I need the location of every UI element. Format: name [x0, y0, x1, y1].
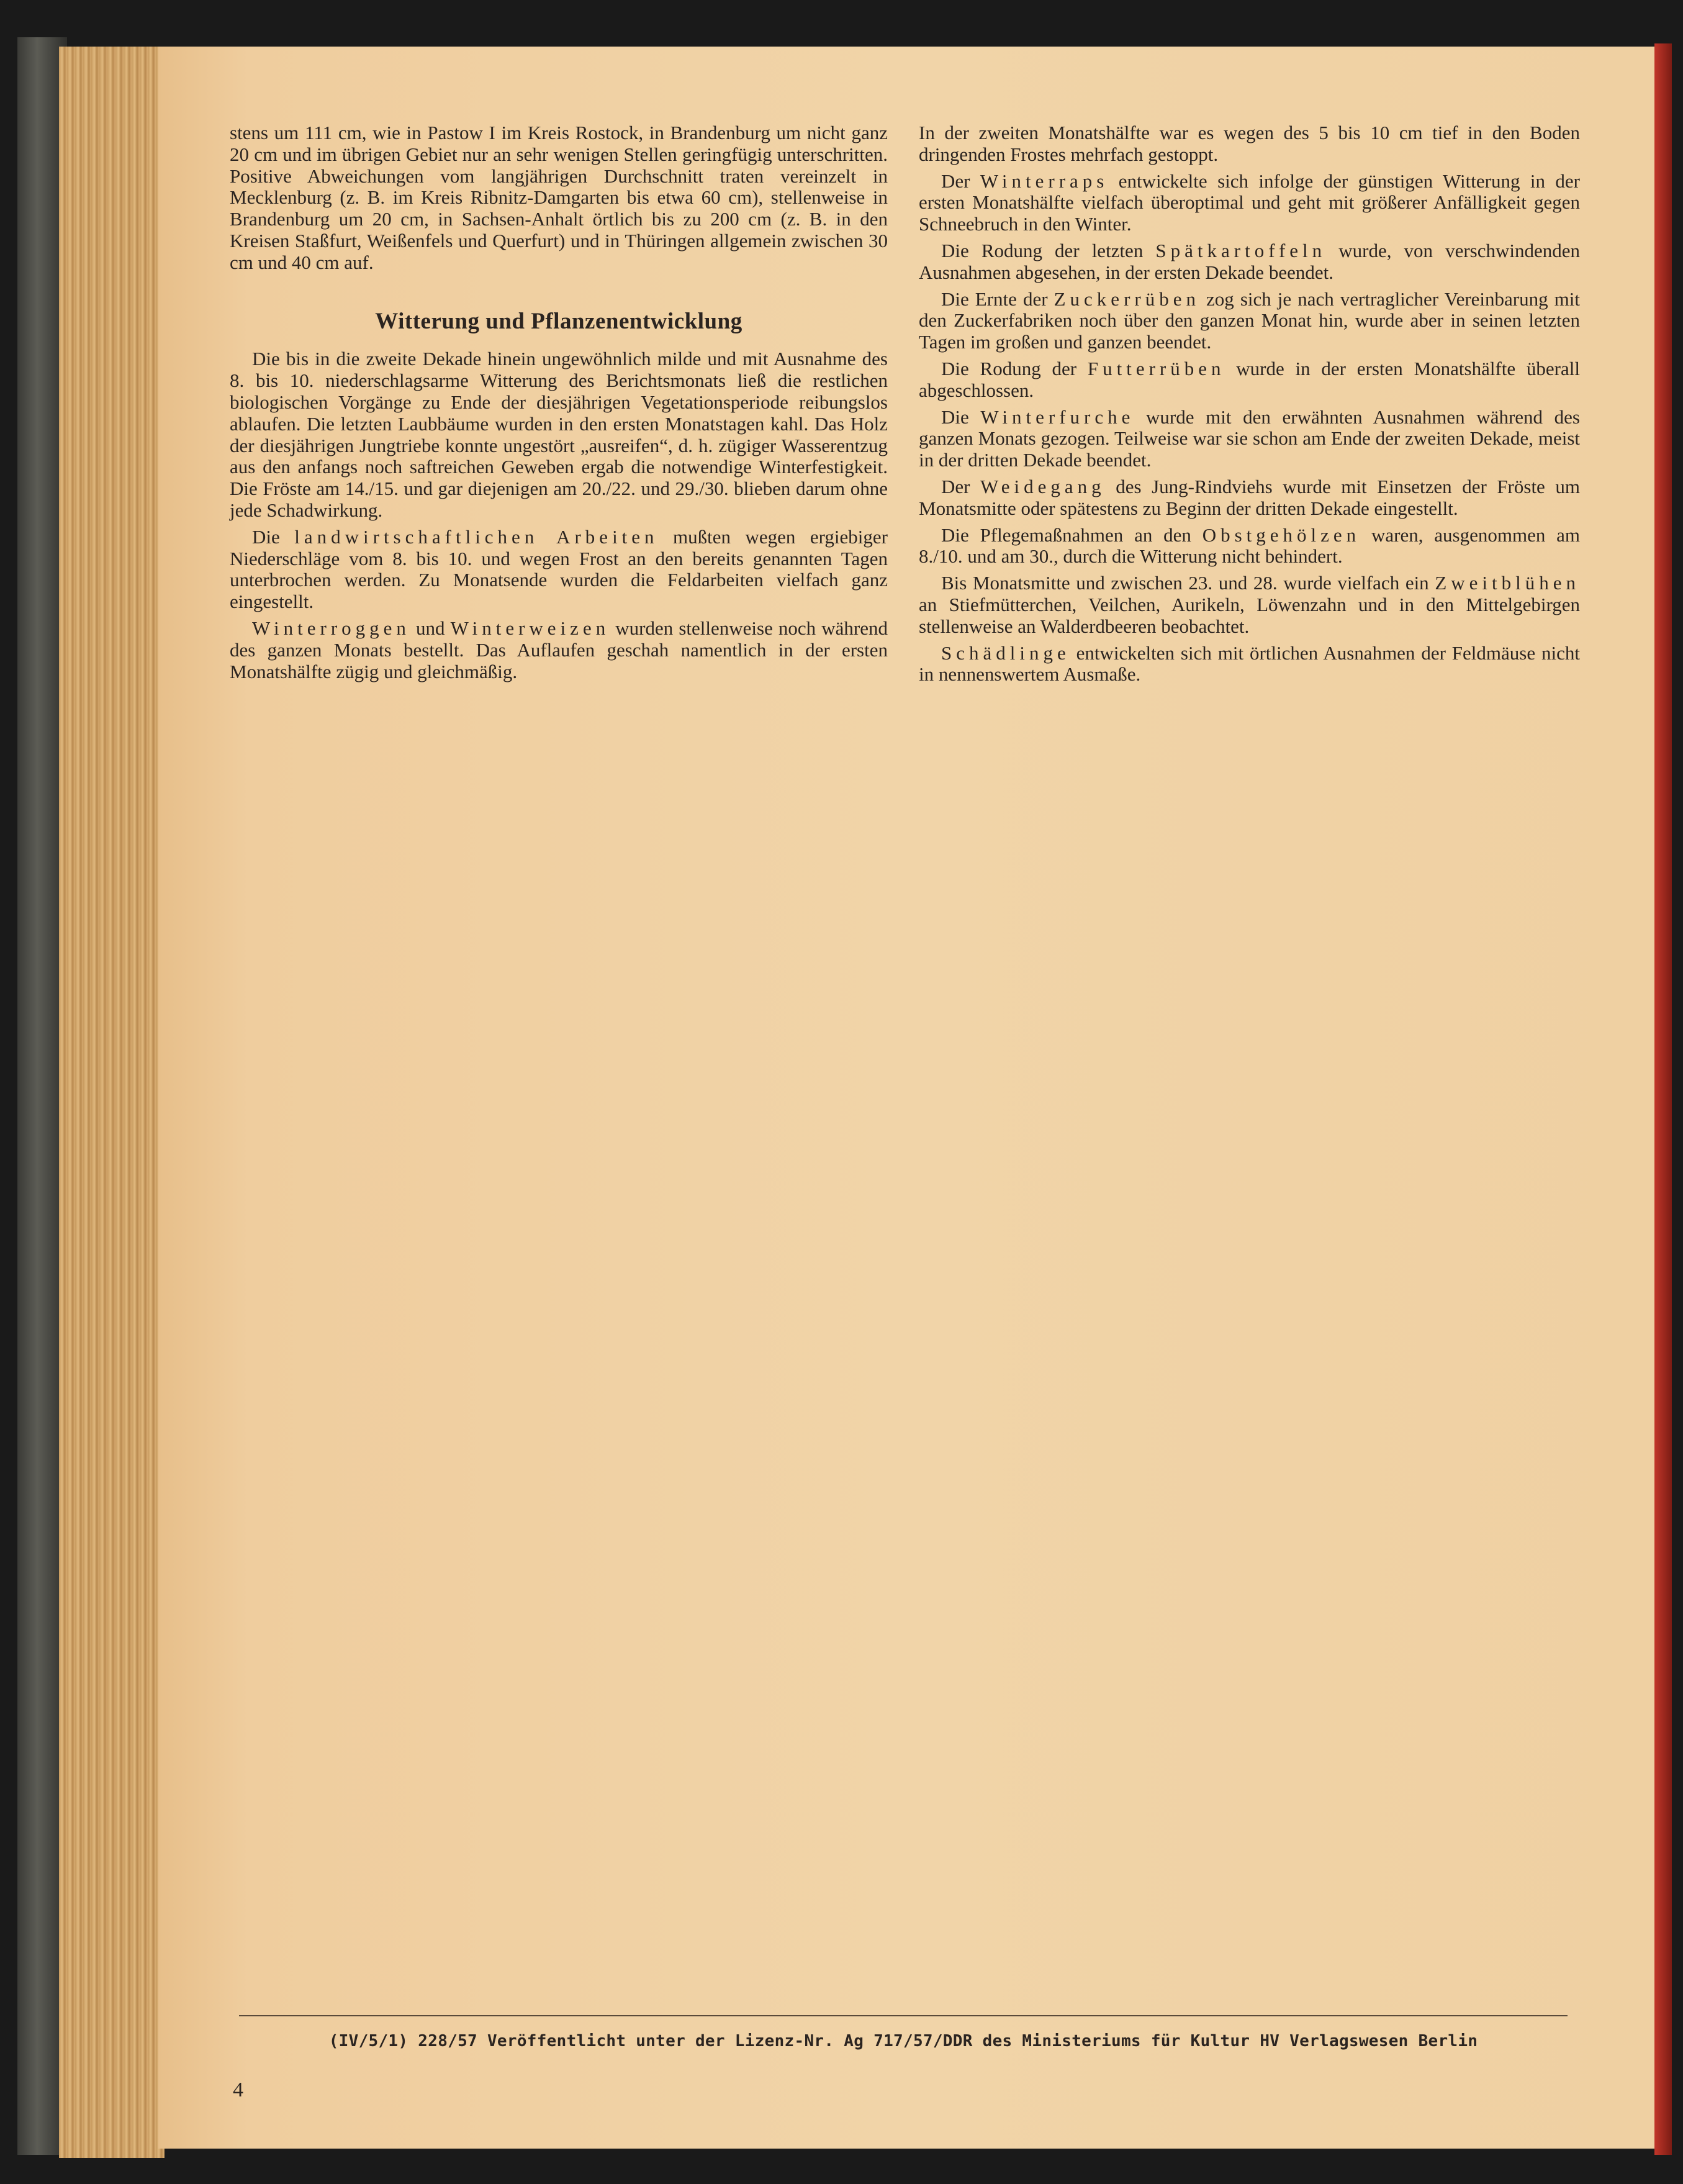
publication-imprint: (IV/5/1) 228/57 Veröffentlicht unter der Lizenz-Nr. Ag 717/57/DDR des Ministeriums für Kultur HV Verlagswesen Berlin	[328, 2032, 1478, 2050]
text-run: des Jung-Rindviehs wurde mit Einsetzen der Fröste um Monatsmitte oder spätestens zu Beginn der dritten Dekade eingestellt.	[919, 475, 1580, 519]
text-run: waren, ausgenommen am 8./10. und am 30., durch die Witterung nicht behindert.	[919, 523, 1581, 568]
spaced-term: Obstgehölzen	[1202, 523, 1361, 546]
footer-rule	[239, 2015, 1568, 2016]
page-number: 4	[233, 2078, 243, 2101]
spaced-term: Winterfurche	[980, 406, 1135, 428]
left-column	[230, 122, 888, 687]
spaced-term: Zweitblühen	[1435, 572, 1580, 594]
text-run: wurden stellenweise noch während des ganzen Monats bestellt. Das Auflaufen geschah namentlich in der ersten Monatshälfte zügig und gleichmäßig.	[230, 617, 888, 682]
text-run: entwickelte sich infolge der günstigen Witterung in der ersten Monatshälfte vielfach überoptimal und geht mit größerer Anfälligkeit gegen Schneebruch in den Winter.	[919, 170, 1580, 235]
text-run: Der	[941, 170, 980, 192]
spaced-term: landwirtschaftlichen Arbeiten	[294, 525, 659, 548]
paragraph	[230, 527, 888, 613]
text-run: Die Pflegemaßnahmen an den	[941, 523, 1202, 546]
paragraph: Die bis in die zweite Dekade hinein ungewöhnlich milde und mit Ausnahme des 8. bis 10. niederschlagsarme Witterung des Berichtsmonats ließ die restlichen biologischen Vorgänge zu Ende der diesjährigen Vegetationsperiode reibungslos ablaufen. Die letzten Laubbäume wurden in den ersten Monatstagen kahl. Das Holz der diesjährigen Jungtriebe konnte ungestört „ausreifen“, d. h. zügiger Wasserentzug aus den anfangs noch saftreichen Geweben ergab die notwendige Winterfestigkeit. Die Fröste am 14./15. und gar diejenigen am 20./22. und 29./30. blieben darum ohne jede Schadwirkung.	[230, 348, 888, 521]
text-run: wurde in der ersten Monatshälfte überall abgeschlossen.	[919, 357, 1580, 401]
paragraph	[919, 573, 1580, 637]
book-cover-edge	[1654, 43, 1672, 2155]
document-page	[158, 47, 1654, 2149]
paragraph	[919, 171, 1580, 235]
spaced-term: Winterroggen	[252, 617, 410, 639]
spaced-term: Schädlinge	[941, 641, 1070, 664]
text-run: Die	[941, 406, 981, 428]
text-run: mußten wegen ergiebiger Niederschläge vom 8. bis 10. und wegen Frost an den bereits genannten Tagen unterbrochen werden. Zu Monatsende wurden die Feldarbeiten vielfach ganz eingestellt.	[230, 525, 888, 613]
paragraph	[919, 240, 1580, 284]
right-column	[919, 122, 1580, 691]
text-run: Die Rodung der	[941, 357, 1088, 379]
text-run: Bis Monatsmitte und zwischen 23. und 28. wurde vielfach ein	[941, 572, 1435, 594]
paragraph	[919, 289, 1580, 353]
spaced-term: Futterrüben	[1087, 357, 1225, 379]
text-run: wurde, von verschwindenden Ausnahmen abgesehen, in der ersten Dekade beendet.	[919, 239, 1580, 283]
spaced-term: Spätkartoffeln	[1155, 239, 1327, 261]
page-edges	[59, 47, 165, 2158]
spaced-term: Zuckerrüben	[1054, 288, 1200, 310]
paragraph: stens um 111 cm, wie in Pastow I im Kreis Rostock, in Brandenburg um nicht ganz 20 cm und im übrigen Gebiet nur an sehr wenigen Stellen geringfügig unterschritten. Positive Abweichungen vom langjährigen Durchschnitt traten vereinzelt in Mecklenburg (z. B. im Kreis Ribnitz-Damgarten bis etwa 60 cm), stellenweise in Brandenburg um 20 cm, in Sachsen-Anhalt örtlich bis zu 200 cm (z. B. in den Kreisen Staßfurt, Weißenfels und Querfurt) und in Thüringen allgemein zwischen 30 cm und 40 cm auf.	[230, 122, 888, 273]
paragraph	[919, 525, 1580, 568]
text-run: wurde mit den erwähnten Ausnahmen während des ganzen Monats gezogen. Teilweise war sie schon am Ende der zweiten Dekade, meist in der dritten Dekade beendet.	[919, 406, 1580, 471]
text-run: an Stiefmütterchen, Veilchen, Aurikeln, Löwenzahn und in den Mittelgebirgen stellenweise an Walderdbeeren beobachtet.	[919, 593, 1580, 637]
paragraph	[919, 476, 1580, 520]
spaced-term: Weidegang	[980, 475, 1106, 497]
paragraph	[919, 643, 1580, 686]
text-run: Die Rodung der letzten	[941, 239, 1156, 261]
spaced-term: Winterweizen	[450, 617, 610, 639]
paragraph: In der zweiten Monatshälfte war es wegen des 5 bis 10 cm tief in den Boden dringenden Frostes mehrfach gestoppt.	[919, 122, 1580, 165]
text-run: Die	[252, 525, 295, 548]
text-run: Die Ernte der	[941, 288, 1054, 310]
paragraph	[230, 618, 888, 682]
paragraph	[919, 407, 1580, 471]
text-run: und	[410, 617, 451, 639]
text-run: zog sich je nach vertraglicher Vereinbarung mit den Zuckerfabriken noch über den ganzen Monat hin, wurde aber in seinen letzten Tagen im großen und ganzen beendet.	[919, 288, 1580, 353]
section-heading: Witterung und Pflanzenentwicklung	[375, 308, 742, 334]
spaced-term: Winterraps	[980, 170, 1109, 192]
text-run: Der	[941, 475, 981, 497]
paragraph	[919, 358, 1580, 402]
text-run: entwickelten sich mit örtlichen Ausnahmen der Feldmäuse nicht in nennenswertem Ausmaße.	[919, 641, 1580, 686]
